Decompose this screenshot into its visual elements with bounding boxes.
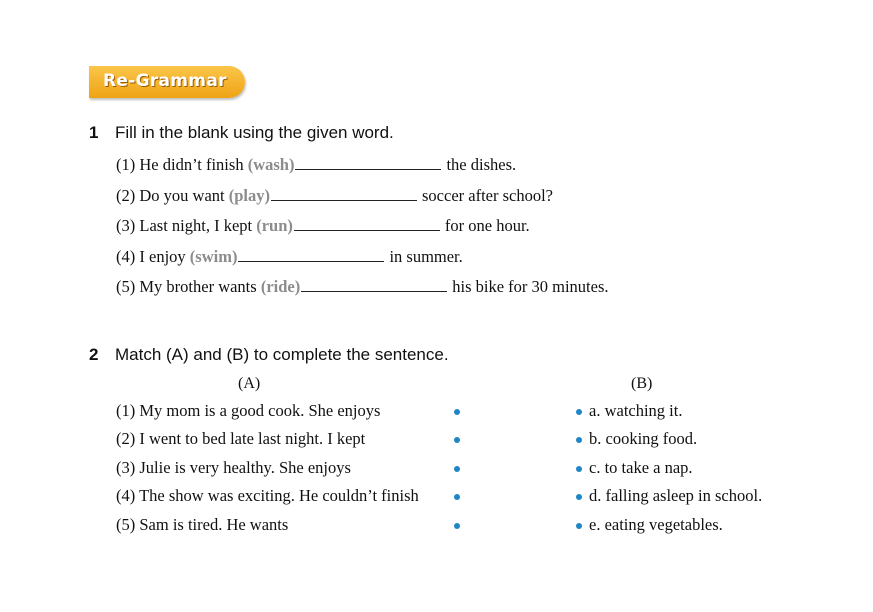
answer-blank[interactable] xyxy=(294,214,440,231)
match-b-dot[interactable] xyxy=(576,494,582,500)
q1-item-hint: (swim) xyxy=(189,247,238,266)
q1-item-number: (3) xyxy=(116,216,136,235)
match-b-dot[interactable] xyxy=(576,437,582,443)
q1-item-text-after: for one hour. xyxy=(444,216,530,235)
match-b-dot[interactable] xyxy=(576,466,582,472)
q1-item-number: (2) xyxy=(116,186,136,205)
answer-blank[interactable] xyxy=(301,275,447,292)
q1-item-5 xyxy=(116,275,609,297)
q1-item-text: Last night, I kept xyxy=(139,216,253,235)
q1-item-text-after: the dishes. xyxy=(446,155,517,174)
answer-blank[interactable] xyxy=(271,184,417,201)
question-2-heading xyxy=(89,345,449,365)
q1-item-text: Do you want xyxy=(139,186,225,205)
match-a-item-1: (1) My mom is a good cook. She enjoys xyxy=(116,401,381,420)
question-1-number: 1 xyxy=(89,123,99,142)
q1-item-number: (1) xyxy=(116,155,136,174)
question-1-instruction: Fill in the blank using the given word. xyxy=(115,123,394,142)
q1-item-hint: (ride) xyxy=(260,277,301,296)
match-a-dot[interactable] xyxy=(454,437,460,443)
q1-item-text-after: his bike for 30 minutes. xyxy=(452,277,609,296)
match-b-item-4: d. falling asleep in school. xyxy=(589,486,763,505)
match-a-dot[interactable] xyxy=(454,466,460,472)
q1-item-text-after: soccer after school? xyxy=(422,186,554,205)
q1-item-4 xyxy=(116,245,463,267)
match-b-item-1: a. watching it. xyxy=(589,401,683,420)
q1-item-hint: (wash) xyxy=(247,155,295,174)
q1-item-number: (5) xyxy=(116,277,136,296)
q1-item-hint: (play) xyxy=(228,186,270,205)
q1-item-text: My brother wants xyxy=(139,277,257,296)
match-a-item-4: (4) The show was exciting. He couldn’t finish xyxy=(116,486,419,505)
q1-item-text: I enjoy xyxy=(139,247,186,266)
q1-item-text-after: in summer. xyxy=(389,247,463,266)
match-b-item-2: b. cooking food. xyxy=(589,429,698,448)
column-b-label: (B) xyxy=(631,375,653,392)
q1-item-text: He didn’t finish xyxy=(139,155,244,174)
question-2-instruction: Match (A) and (B) to complete the sentence. xyxy=(115,345,449,364)
match-b-dot[interactable] xyxy=(576,409,582,415)
match-b-dot[interactable] xyxy=(576,523,582,529)
q1-item-number: (4) xyxy=(116,247,136,266)
section-badge xyxy=(89,66,245,98)
match-a-item-2: (2) I went to bed late last night. I kept xyxy=(116,429,366,448)
answer-blank[interactable] xyxy=(295,153,441,170)
match-a-dot[interactable] xyxy=(454,523,460,529)
q1-item-1 xyxy=(116,153,516,175)
answer-blank[interactable] xyxy=(238,245,384,262)
match-a-item-5: (5) Sam is tired. He wants xyxy=(116,515,289,534)
question-1-heading xyxy=(89,123,394,143)
section-badge-label: Re-Grammar xyxy=(103,71,227,91)
question-2-number: 2 xyxy=(89,345,99,364)
column-a-label: (A) xyxy=(238,375,261,392)
match-a-dot[interactable] xyxy=(454,494,460,500)
q1-item-hint: (run) xyxy=(256,216,293,235)
q1-item-3 xyxy=(116,214,530,236)
match-a-item-3: (3) Julie is very healthy. She enjoys xyxy=(116,458,351,477)
match-b-item-5: e. eating vegetables. xyxy=(589,515,723,534)
match-a-dot[interactable] xyxy=(454,409,460,415)
match-b-item-3: c. to take a nap. xyxy=(589,458,693,477)
q1-item-2 xyxy=(116,184,553,206)
